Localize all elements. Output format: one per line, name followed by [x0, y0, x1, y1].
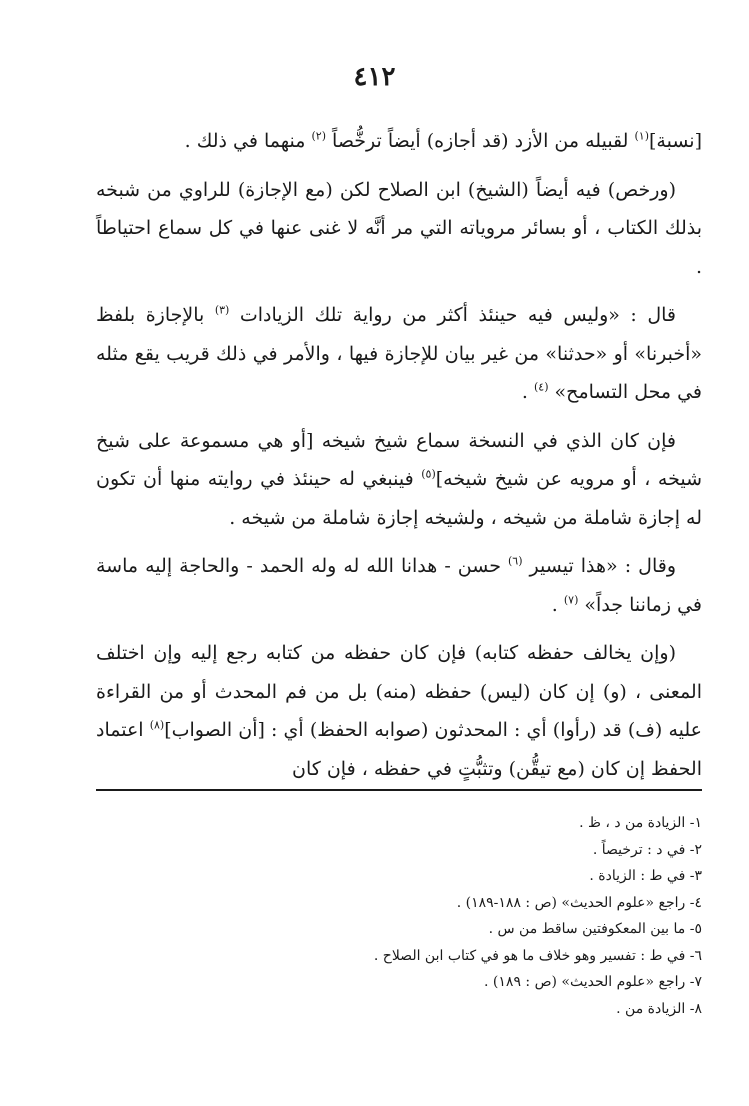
text-segment: منهما في ذلك . [184, 130, 312, 152]
paragraph-p5 [96, 547, 702, 624]
footnote-reference: (٢) [311, 129, 326, 143]
footnote-divider [96, 789, 702, 791]
text-segment: فإن كان الذي في النسخة سماع شيخ شيخه [أو هي مسموعة على شيخ شيخه ، أو مرويه عن شيخ شيخه] [96, 429, 702, 490]
text-segment: وقال : «هذا تيسير [522, 555, 676, 577]
text-segment: (ورخص) فيه أيضاً (الشيخ) ابن الصلاح لكن (مع الإجازة) للراوي من شبخه بذلك الكتاب ، أو بسائر مروياته التي مر أنَّه لا غنى عنها في كل سماع احتياطاً . [96, 178, 702, 278]
footnote-item: ٤- راجع «علوم الحديث» (ص : ١٨٨-١٨٩) . [456, 894, 702, 911]
text-segment: . [551, 593, 564, 616]
footnote-reference: (١) [634, 129, 650, 143]
text-segment: . [521, 381, 534, 403]
footnote-reference: (٦) [508, 554, 523, 568]
footnote-item: ٧- راجع «علوم الحديث» (ص : ١٨٩) . [484, 974, 702, 990]
footnote-reference: (٨) [149, 718, 165, 732]
footnote-item: ٢- في د : ترخيصاً . [592, 841, 702, 858]
page-number: ٤١٢ [353, 62, 396, 92]
paragraph-p1 [96, 122, 702, 161]
text-segment: [نسبة] [649, 130, 702, 152]
text-segment: لقبيله من الأزد (قد أجازه) أيضاً ترخُّصاً [326, 130, 635, 152]
footnote-reference: (٤) [534, 380, 549, 394]
paragraph-p2 [96, 171, 702, 287]
paragraph-p6 [96, 634, 702, 788]
text-segment: اعتماد الحفظ إن كان (مع تيقُّن) وتثبُّتٍ في حفظه ، فإن كان [96, 719, 702, 780]
main-text [96, 122, 702, 798]
text-segment: فينبغي له حينئذ في روايته منها أن تكون له إجازة شاملة من شيخه ، ولشيخه إجازة شاملة من شيخه . [96, 468, 702, 529]
footnotes-list [96, 810, 702, 1022]
text-segment: (وإن يخالف حفظه كتابه) فإن كان حفظه من كتابه رجع إليه وإن اختلف المعنى ، (و) إن كان (ليس) حفظه (منه) بل من فم المحدث أو من القراءة عليه (ف) قد (رأوا) أي : المحدثون (صوابه الحفظ) أي : [أن الصواب] [96, 642, 702, 741]
footnote-reference: (٥) [421, 467, 436, 481]
footnote-item: ٣- في ط : الزيادة . [589, 868, 702, 884]
paragraph-p3 [96, 296, 702, 412]
footnote-reference: (٧) [563, 593, 579, 607]
footnote-item: ٦- في ط : تفسير وهو خلاف ما هو في كتاب ابن الصلاح . [373, 947, 702, 964]
paragraph-p4 [96, 422, 702, 538]
footnote-item: ١- الزيادة من د ، ظ . [579, 815, 702, 831]
footnote-reference: (٣) [214, 303, 230, 317]
footnote-item: ٥- ما بين المعكوفتين ساقط من س . [488, 921, 702, 937]
text-segment: حسن - هدانا الله له وله الحمد - والحاجة إليه ماسة في زماننا جداً» [96, 555, 702, 616]
footnote-item: ٨- الزيادة من . [616, 1000, 702, 1017]
text-segment: بالإجازة بلفظ «أخبرنا» أو «حدثنا» من غير بيان للإجازة فيها ، والأمر في ذلك قريب يقع مثله في محل التسامح» [96, 304, 702, 403]
text-segment: قال : «وليس فيه حينئذ أكثر من رواية تلك الزيادات [229, 304, 676, 326]
